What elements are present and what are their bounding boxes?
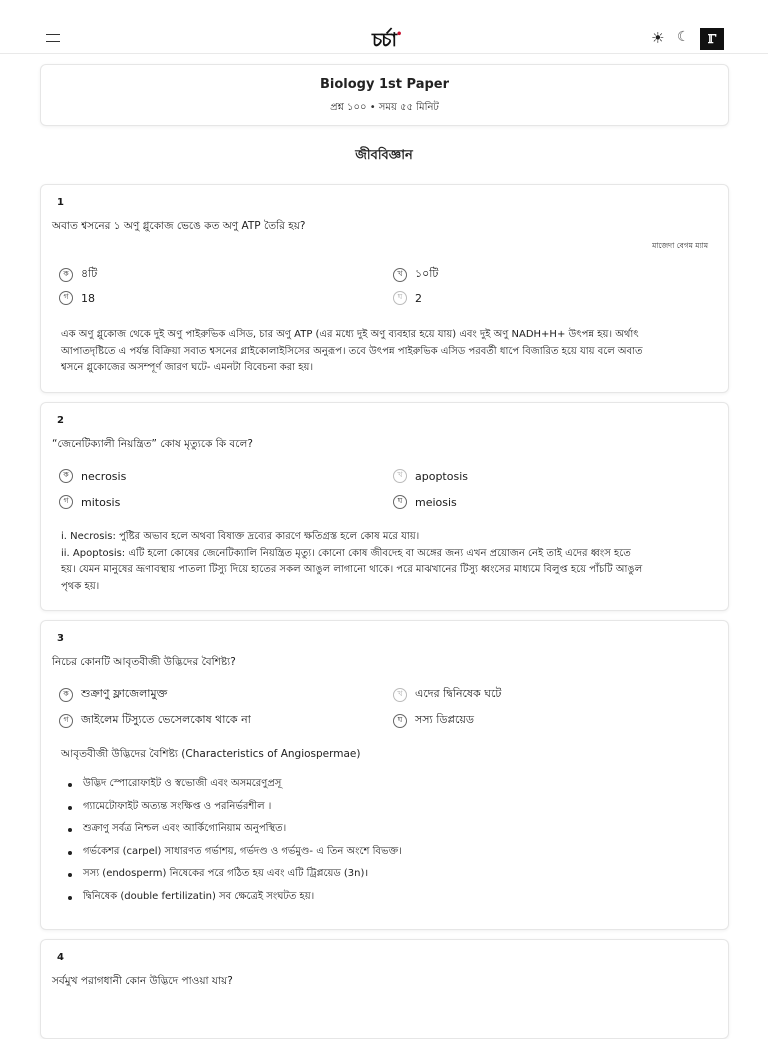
option-ka[interactable] bbox=[59, 469, 126, 483]
option-label: 2 bbox=[415, 291, 422, 305]
quiz-title: Biology 1st Paper bbox=[320, 77, 449, 92]
list-item: গর্ভকেশর (carpel) সাধারণত গর্ভাশয়, গর্ভদণ্ড ও গর্ভমুণ্ড- এ তিন অংশে বিভক্ত। bbox=[66, 841, 402, 864]
question-text: নিচের কোনটি আবৃতবীজী উদ্ভিদের বৈশিষ্ট্য? bbox=[52, 656, 236, 668]
option-marker: ক bbox=[59, 268, 73, 282]
option-label: meiosis bbox=[415, 495, 457, 509]
question-number: 4 bbox=[57, 952, 64, 963]
question-card bbox=[40, 184, 729, 393]
moon-icon[interactable]: ☾ bbox=[677, 29, 690, 45]
option-label: necrosis bbox=[81, 469, 127, 483]
option-ga[interactable] bbox=[59, 711, 251, 730]
question-card bbox=[40, 402, 729, 611]
option-label: এদের দ্বিনিষেক ঘটে bbox=[415, 687, 502, 700]
option-label: apoptosis bbox=[415, 469, 468, 483]
option-ka[interactable] bbox=[59, 685, 167, 704]
explanation-line: শ্বসনে গ্লুকোজের অসম্পূর্ণ জারণ ঘটে- এমনটা বিবেচনা করা হয়। bbox=[61, 362, 314, 373]
explanation-line: i. Necrosis: পুষ্টির অভাব হলে অথবা বিষাক্ত দ্রব্যের কারণে ক্ষতিগ্রস্ত হলে কোষ মরে যায়। bbox=[61, 531, 420, 542]
option-marker: খ bbox=[393, 268, 407, 282]
brand-icon[interactable]: ℾ bbox=[700, 28, 724, 50]
explanation-line: ii. Apoptosis: এটি হলো কোষের জেনেটিক্যালি নিয়ন্ত্রিত মৃত্যু। কোনো কোষ জীবদেহ বা অঙ্গের জন্য এখন প্রয়োজন নেই তাই এদের ধ্বংস হতে bbox=[61, 547, 631, 559]
option-marker: গ bbox=[59, 291, 73, 305]
option-ga[interactable] bbox=[59, 495, 120, 509]
question-source: মাজেদা বেগম ম্যাম bbox=[652, 241, 708, 250]
question-text: “জেনেটিক্যালী নিয়ন্ত্রিত” কোষ মৃত্যুকে কি বলে? bbox=[52, 438, 253, 450]
list-item: উদ্ভিদ স্পোরোফাইট ও স্বভোজী এবং অসমরেণুপ্রসূ bbox=[66, 773, 402, 796]
option-marker: ঘ bbox=[393, 291, 407, 305]
explanation-title: আবৃতবীজী উদ্ভিদের বৈশিষ্ট্য (Characteristics of Angiospermae) bbox=[61, 748, 361, 760]
option-marker: খ bbox=[393, 688, 407, 702]
sun-icon[interactable]: ☀ bbox=[651, 29, 665, 47]
question-number: 3 bbox=[57, 633, 64, 644]
option-kha[interactable] bbox=[393, 469, 468, 483]
option-label: জাইলেম টিস্যুতে ভেসেলকোষ থাকে না bbox=[81, 713, 251, 726]
explanation bbox=[61, 327, 716, 377]
menu-icon[interactable] bbox=[46, 34, 60, 42]
option-kha[interactable] bbox=[393, 265, 438, 284]
question-text: অবাত শ্বসনের ১ অণু গ্লুকোজ ভেঙে কত অণু ATP তৈরি হয়? bbox=[52, 220, 306, 232]
logo[interactable] bbox=[372, 26, 401, 58]
option-marker: গ bbox=[59, 495, 73, 509]
option-gha[interactable] bbox=[393, 291, 422, 305]
top-navbar bbox=[0, 0, 768, 54]
question-number: 2 bbox=[57, 415, 64, 426]
option-label: সস্য ডিপ্লয়েড bbox=[415, 713, 474, 726]
section-title: জীববিজ্ঞান bbox=[355, 148, 413, 163]
explanation-line: এক অণু গ্লুকোজ থেকে দুই অণু পাইরুভিক এসিড, চার অণু ATP (এর মধ্যে দুই অণু ব্যবহার হয়ে যায়) এবং দুই অণু NADH+H+ উৎপন্ন হয়। অর্থাৎ bbox=[61, 329, 639, 340]
list-item: সস্য (endosperm) নিষেকের পরে গঠিত হয় এবং এটি ট্রিপ্লয়েড (3n)। bbox=[66, 863, 402, 886]
option-marker: ঘ bbox=[393, 495, 407, 509]
option-gha[interactable] bbox=[393, 495, 457, 509]
list-item: শুক্রাণু সর্বত্র নিশ্চল এবং আর্কিগোনিয়াম অনুপস্থিত। bbox=[66, 818, 402, 841]
question-card bbox=[40, 620, 729, 930]
explanation-line: পৃথক হয়। bbox=[61, 580, 100, 592]
option-ga[interactable] bbox=[59, 291, 95, 305]
option-ka[interactable] bbox=[59, 265, 97, 284]
option-label: mitosis bbox=[81, 495, 121, 509]
question-number: 1 bbox=[57, 197, 64, 208]
quiz-meta: প্রশ্ন ১০০ • সময় ৫৫ মিনিট bbox=[330, 102, 439, 113]
option-gha[interactable] bbox=[393, 711, 474, 730]
option-marker: গ bbox=[59, 714, 73, 728]
option-label: 18 bbox=[81, 291, 95, 305]
explanation-list bbox=[66, 773, 402, 908]
question-text: সর্বমুখ পরাগধানী কোন উদ্ভিদে পাওয়া যায়? bbox=[52, 975, 233, 987]
option-marker: ঘ bbox=[393, 714, 407, 728]
option-label: শুক্রাণু ফ্লাজেলামুক্ত bbox=[81, 687, 168, 700]
explanation-line: আপাতদৃষ্টিতে এ পর্যন্ত বিক্রিয়া সবাত শ্বসনের গ্লাইকোলাইসিসের অনুরূপ। তবে উৎপন্ন পাইরুভিক এসিড পরবর্তী ধাপে বিজারিত হয়ে যায় বলে অবাত bbox=[61, 345, 643, 357]
list-item: গ্যামেটোফাইট অত্যন্ত সংক্ষিপ্ত ও পরনির্ভরশীল । bbox=[66, 796, 402, 819]
option-marker: খ bbox=[393, 469, 407, 483]
option-label: ৪টি bbox=[81, 267, 98, 280]
option-kha[interactable] bbox=[393, 685, 501, 704]
question-card bbox=[40, 939, 729, 1039]
option-marker: ক bbox=[59, 469, 73, 483]
logo-dot: • bbox=[396, 29, 402, 40]
quiz-header-card bbox=[40, 64, 729, 126]
logo-text: চর্চা bbox=[372, 29, 397, 51]
option-marker: ক bbox=[59, 688, 73, 702]
option-label: ১০টি bbox=[415, 267, 439, 280]
explanation bbox=[61, 529, 716, 595]
list-item: দ্বিনিষেক (double fertilizatin) সব ক্ষেত্রেই সংঘটত হয়। bbox=[66, 886, 402, 909]
explanation-line: হয়। যেমন মানুষের ভ্রূণাবস্থায় পাতলা টিস্যু দিয়ে হাতের সকল আঙুল লাগানো থাকে। পরে মাঝখানের টিস্যু ধ্বংসের মাধ্যমে বিলুপ্ত হয়ে পাঁচটি আঙুল bbox=[61, 564, 643, 575]
